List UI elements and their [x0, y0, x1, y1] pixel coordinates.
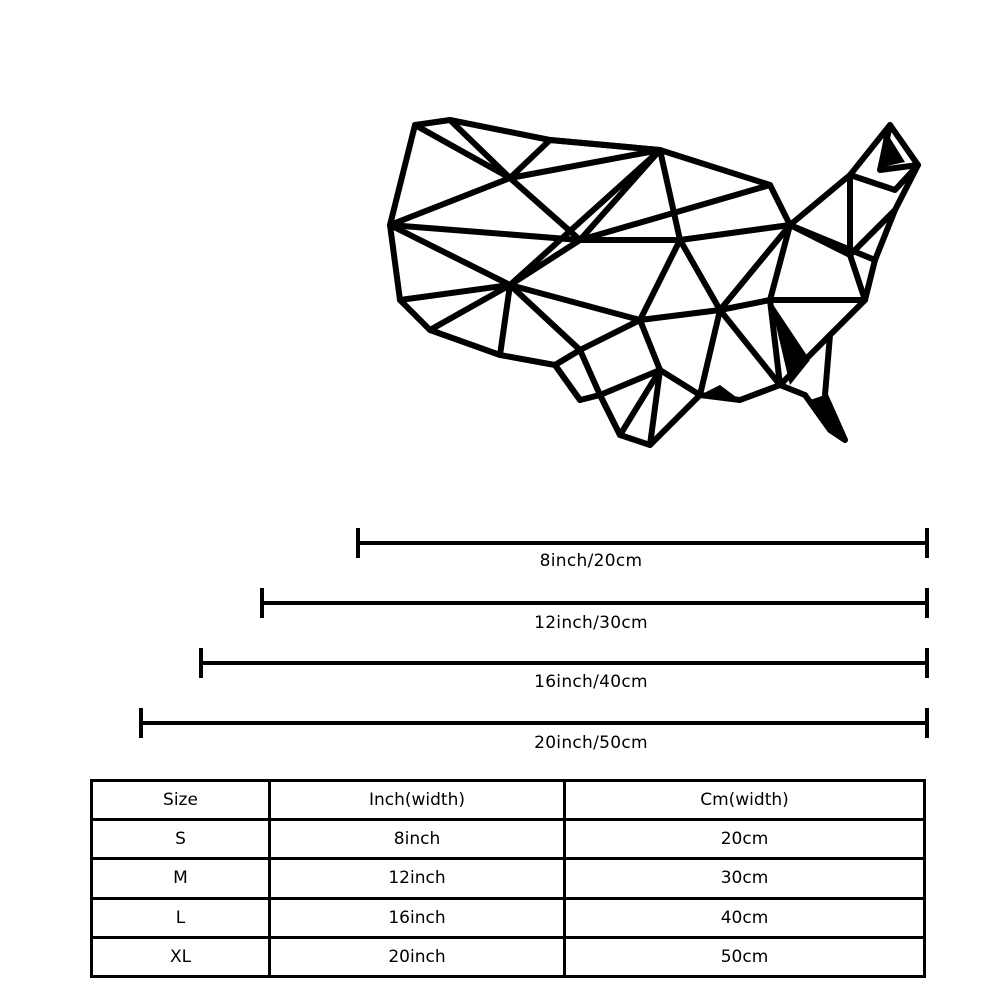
cell-size: S: [92, 820, 270, 859]
cell-size: M: [92, 859, 270, 898]
cell-size: L: [92, 898, 270, 937]
cell-cm: 30cm: [565, 859, 925, 898]
header-size: Size: [92, 781, 270, 820]
size-chart-table: [90, 779, 926, 978]
cell-cm: 20cm: [565, 820, 925, 859]
table-header-row: [92, 781, 925, 820]
cell-inch: 12inch: [270, 859, 565, 898]
table-row: [92, 898, 925, 937]
cell-inch: 8inch: [270, 820, 565, 859]
header-cm-width: Cm(width): [565, 781, 925, 820]
dimension-label-8inch: 8inch/20cm: [539, 551, 643, 571]
table-row: [92, 820, 925, 859]
cell-inch: 16inch: [270, 898, 565, 937]
table-row: [92, 937, 925, 976]
cell-cm: 40cm: [565, 898, 925, 937]
cell-size: XL: [92, 937, 270, 976]
dimension-label-20inch: 20inch/50cm: [534, 733, 648, 753]
header-inch-width: Inch(width): [270, 781, 565, 820]
usa-geometric-map-image: [380, 115, 925, 460]
dimension-label-16inch: 16inch/40cm: [534, 672, 648, 692]
table-row: [92, 859, 925, 898]
cell-cm: 50cm: [565, 937, 925, 976]
cell-inch: 20inch: [270, 937, 565, 976]
dimension-label-12inch: 12inch/30cm: [534, 613, 648, 633]
